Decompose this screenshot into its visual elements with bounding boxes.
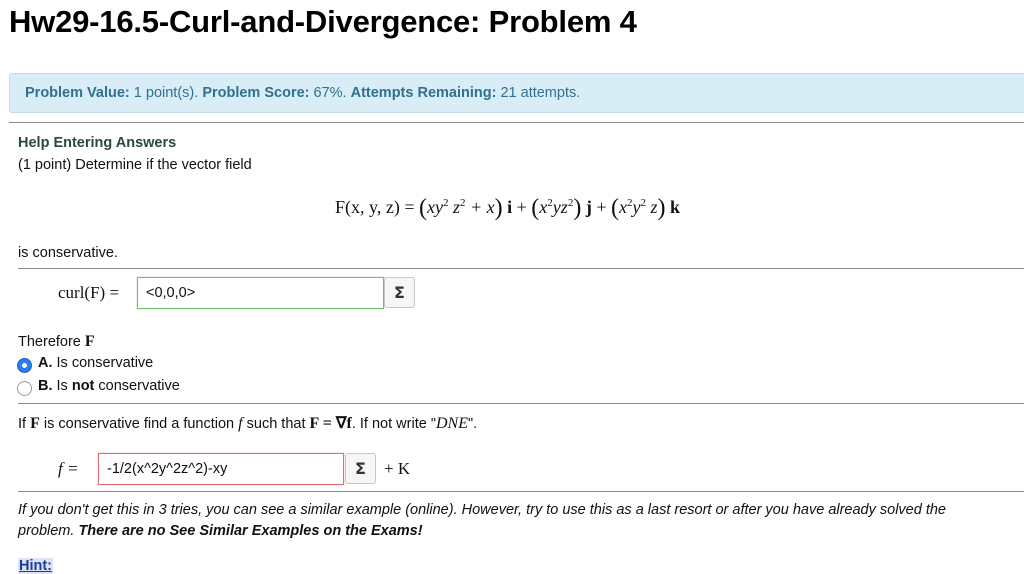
f-label: f = xyxy=(58,459,79,478)
is-conservative-text: is conservative. xyxy=(18,245,118,261)
option-b-radio[interactable] xyxy=(17,381,32,396)
divider xyxy=(18,403,1024,404)
problem-info-box xyxy=(9,73,1024,113)
curl-answer-input[interactable] xyxy=(137,277,384,309)
problem-value-text: 1 point(s). xyxy=(133,85,199,101)
find-function-instruction: If F is conservative find a function f such that F = ∇f. If not write "DNE". xyxy=(18,415,478,432)
problem-intro: (1 point) Determine if the vector field xyxy=(18,157,252,173)
vector-field-formula: F(x, y, $z) = (xy^2$ $z^2 + x$) $i + (x^2yz^2) j + (x^2y^2$ z) k xyxy=(335,195,680,221)
problem-value-label: Problem Value: xyxy=(25,85,130,101)
equation-editor-sigma-icon[interactable]: Σ xyxy=(384,277,415,308)
divider xyxy=(18,268,1024,269)
hint-link[interactable]: Hint: xyxy=(19,558,53,574)
help-entering-answers-link[interactable]: Help Entering Answers xyxy=(18,135,177,151)
curl-label: curl(F) = xyxy=(58,283,120,302)
option-a-radio[interactable] xyxy=(17,358,32,373)
attempts-remaining-label: Attempts Remaining: xyxy=(350,85,497,101)
page-title: Hw29-16.5-Curl-and-Divergence: Problem 4 xyxy=(9,4,637,39)
similar-example-note-line1: If you don't get this in 3 tries, you can see a similar example (online). However, try to use this as a last resort or after you have already solved the xyxy=(18,502,946,518)
option-a-label[interactable]: A. Is conservative xyxy=(38,355,154,371)
therefore-text: Therefore F xyxy=(18,333,95,350)
similar-example-note-line2: problem. There are no See Similar Examples on the Exams! xyxy=(18,523,423,539)
option-b-label[interactable]: B. Is not conservative xyxy=(38,378,180,394)
f-answer-input[interactable] xyxy=(98,453,344,485)
plus-k-suffix: + K xyxy=(384,459,411,478)
equation-editor-sigma-icon[interactable]: Σ xyxy=(345,453,376,484)
problem-score-text: 67%. xyxy=(313,85,347,101)
divider xyxy=(18,491,1024,492)
problem-score-label: Problem Score: xyxy=(202,85,310,101)
attempts-remaining-text: 21 attempts. xyxy=(500,85,581,101)
divider xyxy=(9,122,1024,123)
